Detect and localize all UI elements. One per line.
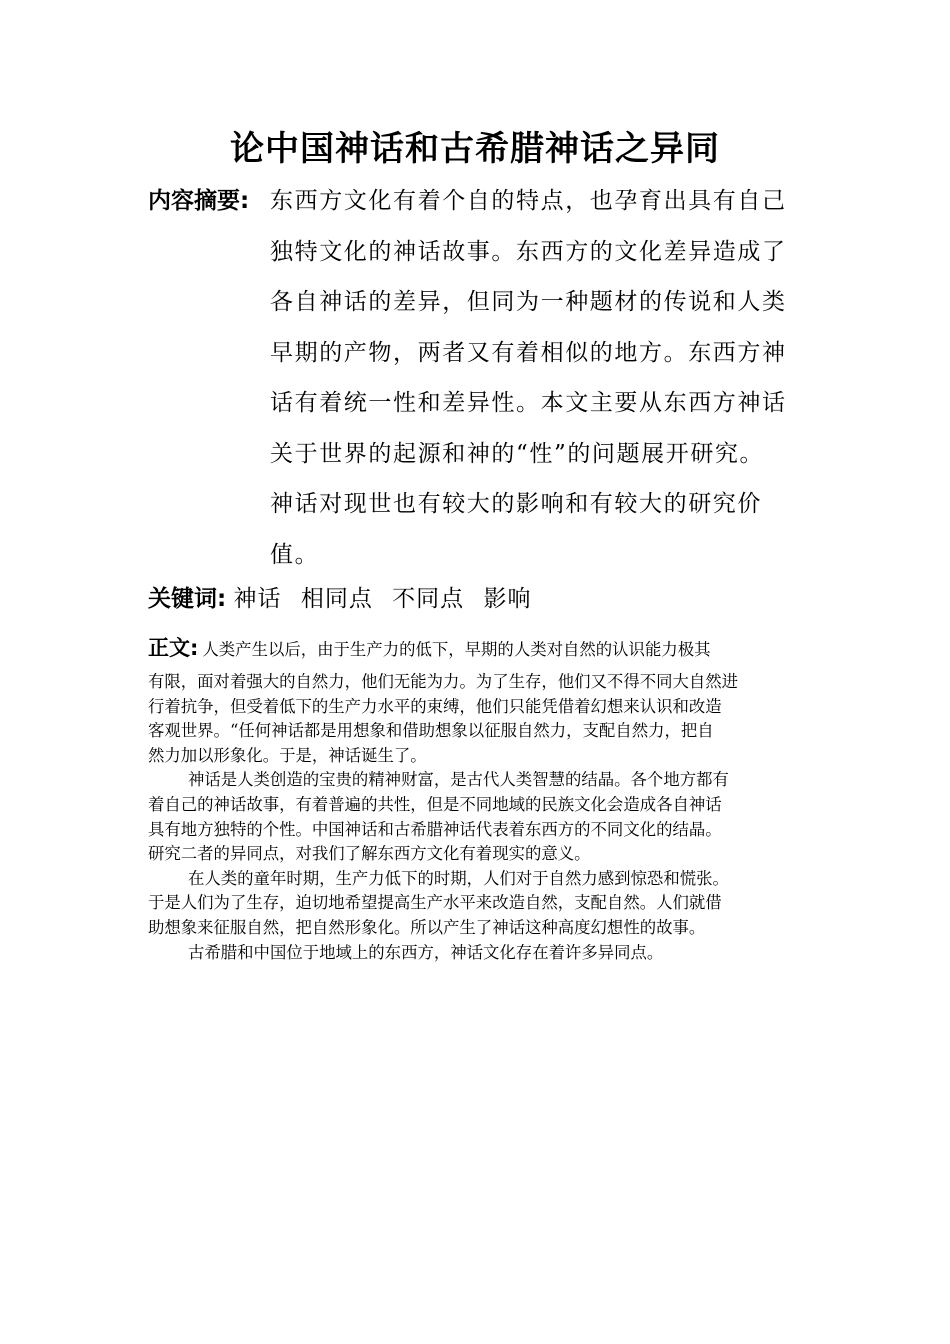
body-line: 于是人们为了生存，迫切地希望提高生产水平来改造自然，支配自然。人们就借 [148, 893, 722, 913]
keyword: 影响 [483, 586, 532, 612]
abstract-label: 内容摘要: [148, 188, 250, 214]
body-label: 正文: [148, 636, 199, 660]
abstract-line: 关于世界的起源和神的“性”的问题展开研究。 [270, 440, 765, 467]
abstract-line: 各自神话的差异，但同为一种题材的传说和人类 [270, 289, 787, 315]
keyword: 相同点 [300, 586, 373, 612]
abstract-line: 话有着统一性和差异性。本文主要从东西方神话 [270, 390, 787, 416]
body-line: 行着抗争，但受着低下的生产力水平的束缚，他们只能凭借着幻想来认识和改造 [148, 696, 722, 716]
abstract-line: 东西方文化有着个自的特点，也孕育出具有自己 [270, 188, 787, 214]
body-line: 古希腊和中国位于地域上的东西方，神话文化存在着许多异同点。 [188, 942, 664, 962]
body-first-line [148, 628, 808, 670]
keywords-section [148, 576, 543, 622]
document-title: 论中国神话和古希腊神话之异同 [230, 129, 720, 169]
body-line: 具有地方独特的个性。中国神话和古希腊神话代表着东西方的不同文化的结晶。 [148, 819, 722, 839]
body-line: 研究二者的异同点，对我们了解东西方文化有着现实的意义。 [148, 844, 591, 864]
body-line: 然力加以形象化。于是，神话诞生了。 [148, 745, 427, 765]
keywords-label: 关键词: [148, 586, 227, 612]
body-line: 神话是人类创造的宝贵的精神财富，是古代人类智慧的结晶。各个地方都有 [188, 770, 729, 790]
body-text [148, 628, 808, 965]
abstract-line: 神话对现世也有较大的影响和有较大的研究价 [270, 491, 762, 517]
abstract-line: 值。 [270, 541, 320, 568]
abstract-text [270, 176, 810, 580]
keyword: 不同点 [392, 586, 465, 612]
body-line: 助想象来征服自然，把自然形象化。所以产生了神话这种高度幻想性的故事。 [148, 917, 706, 937]
body-line: 在人类的童年时期，生产力低下的时期，人们对于自然力感到惊恐和慌张。 [188, 868, 729, 888]
keyword: 神话 [233, 586, 282, 612]
body-first-line-text: 人类产生以后，由于生产力的低下，早期的人类对自然的认识能力极其 [202, 640, 711, 659]
abstract-line: 独特文化的神话故事。东西方的文化差异造成了 [270, 238, 787, 265]
body-line: 着自己的神话故事，有着普遍的共性，但是不同地域的民族文化会造成各自神话 [148, 794, 722, 814]
body-line: 有限，面对着强大的自然力，他们无能为力。为了生存，他们又不得不同大自然进 [148, 672, 739, 691]
abstract-line: 早期的产物，两者又有着相似的地方。东西方神 [270, 339, 787, 366]
body-line: 客观世界。“任何神话都是用想象和借助想象以征服自然力，支配自然力，把自 [148, 721, 714, 741]
